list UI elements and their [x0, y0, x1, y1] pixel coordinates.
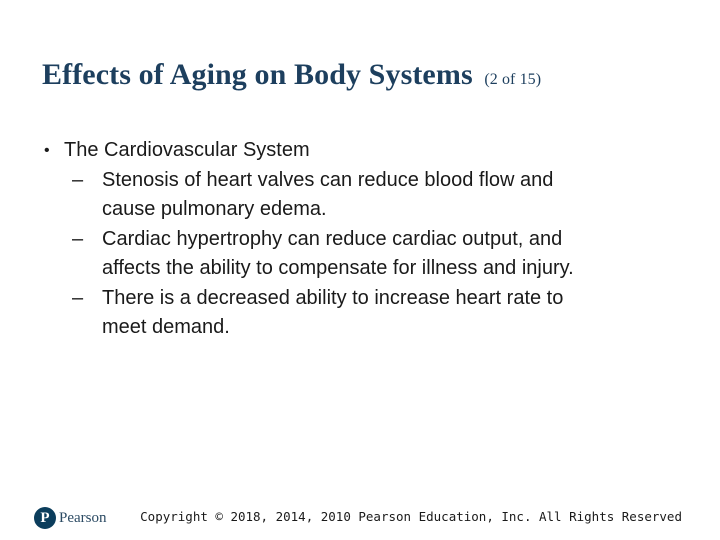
dash-icon: – [72, 227, 84, 250]
slide-title-counter: (2 of 15) [484, 71, 542, 88]
sub-bullet-line: There is a decreased ability to increase heart rate to [102, 286, 564, 309]
slide-body [44, 136, 684, 343]
copyright-notice: Copyright © 2018, 2014, 2010 Pearson Education, Inc. All Rights Reserved [140, 509, 682, 524]
bullet-item [44, 136, 684, 166]
dash-icon: – [72, 168, 84, 191]
pearson-logo [34, 505, 107, 531]
pearson-logo-icon: P [34, 507, 56, 529]
sub-bullet-item [44, 284, 684, 343]
sub-bullet-item [44, 225, 684, 284]
slide-title [42, 58, 541, 92]
slide-title-text: Effects of Aging on Body Systems [42, 58, 473, 91]
bullet-text: The Cardiovascular System [64, 139, 310, 161]
dash-icon: – [72, 286, 84, 309]
pearson-logo-word: Pearson [59, 509, 107, 526]
sub-bullet-line: cause pulmonary edema. [102, 198, 327, 220]
sub-bullet-item [44, 166, 684, 225]
sub-bullet-line: Stenosis of heart valves can reduce blood flow and [102, 168, 554, 191]
sub-bullet-line: meet demand. [102, 316, 230, 338]
sub-bullet-line: affects the ability to compensate for illness and injury. [102, 257, 574, 279]
bullet-icon: • [44, 142, 50, 159]
sub-bullet-line: Cardiac hypertrophy can reduce cardiac output, and [102, 227, 563, 250]
